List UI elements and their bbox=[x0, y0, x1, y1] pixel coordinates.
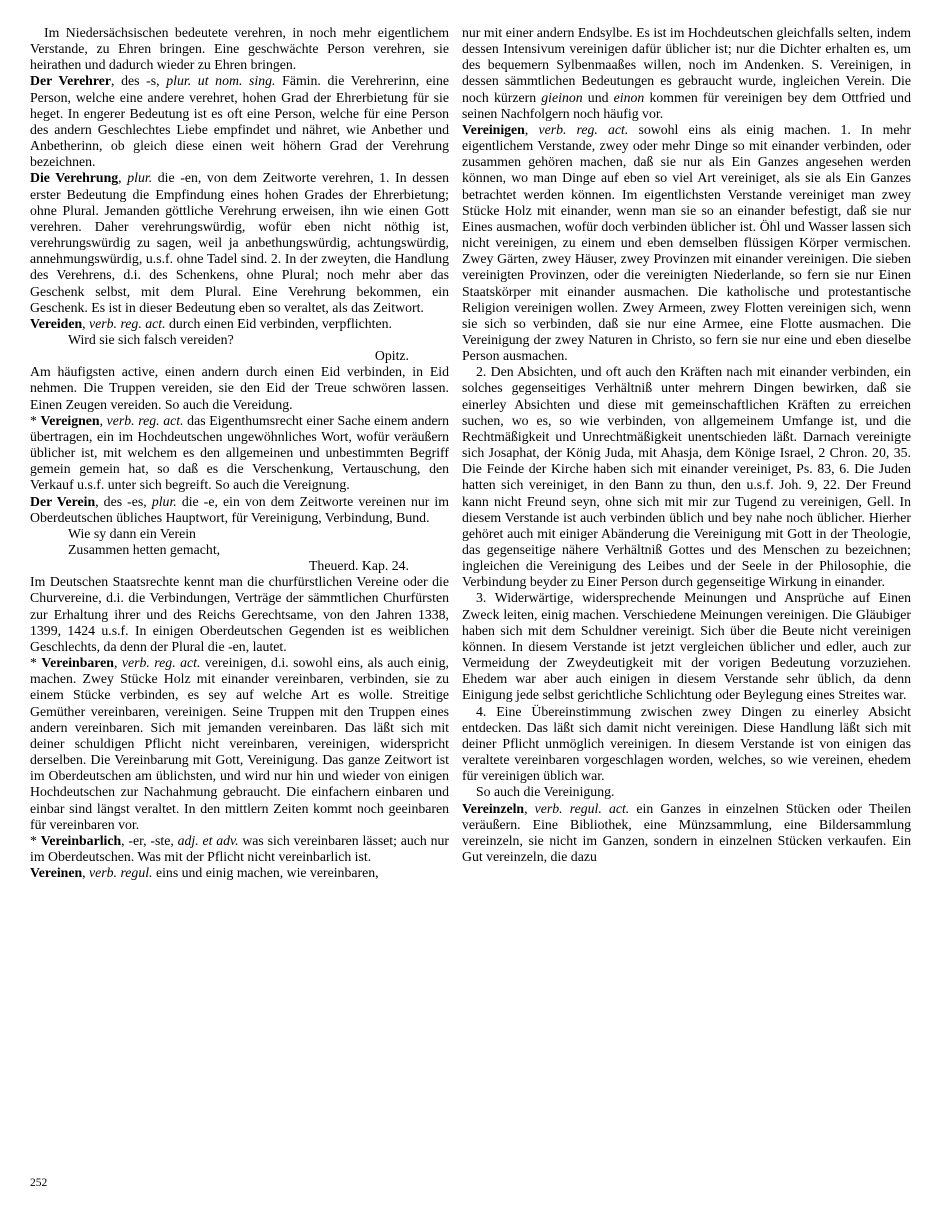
body-text: 4. Eine Übereinstimmung zwischen zwey Dingen zu einerley Absicht entdecken. Das läßt sich damit nicht vereinigen. Diese Handlung läßt sich mit deiner Pflicht unmöglich vereinigen. In diesem Verstande ist von einigen das veraltete vereinbaren vorgeschlagen worden, welches, so wie vereinen, ehedem für vereinigen üblich war. bbox=[462, 703, 911, 784]
text-column-right bbox=[462, 25, 911, 881]
grammar-abbreviation: adj. et adv. bbox=[177, 832, 239, 848]
headword: Der Verein bbox=[30, 493, 96, 509]
body-text: * bbox=[30, 412, 41, 428]
body-text: die -en, von dem Zeitworte verehren, 1. In dessen erster Bedeutung die Empfindung eines hohen Grades der Ehrerbietung; ohne Plural. Jemanden göttliche Verehrung erweisen, ihn wie einen Gott verehren. Daher verehrungswürdig, wofür eben nicht nöthig ist, verehrungswürdig zu sagen, weil ja anbethungswürdig, achtungswürdig, annehmungswürdig, u.s.f. ohne Tadel sind. 2. In der zweyten, die Handlung des Verehrens, d.i. des Schenkens, ohne Plural; noch mehr aber das Geschenk selbst, mit dem Plural. Eine Verehrung bekommen, ein Geschenk. Es ist in dieser Bedeutung eben so veraltet, als das Zeitwort. bbox=[30, 170, 450, 315]
body-text: , des -s, bbox=[110, 73, 167, 89]
grammar-abbreviation: verb. regul. bbox=[89, 865, 153, 881]
paragraph bbox=[462, 801, 911, 866]
paragraph bbox=[30, 655, 449, 833]
headword: Vereignen bbox=[40, 412, 100, 428]
paragraph bbox=[462, 784, 911, 800]
body-text: , bbox=[524, 800, 535, 816]
paragraph bbox=[30, 316, 449, 332]
paragraph bbox=[462, 364, 911, 590]
text-column-left bbox=[30, 25, 449, 881]
body-text: durch einen Eid verbinden, verpflichten. bbox=[165, 315, 392, 331]
body-text: sowohl eins als einig machen. 1. In mehr eigentlichem Verstande, zwey oder mehr Dinge so mit einander verbinden, oder zusammen gehören machen, daß sie nur als Ein Ganzes angesehen werden können, wo man Dinge auf eben so viel Art vereiniget, als sie als Ein Ganzes betrachtet werden können. Im eigentlichsten Verstande vereiniget man zwey Stücke Holz mit einander, wenn man sie so an einander befestigt, daß sie nur Eines ausmachen, wofür doch verbinden üblicher ist. Öhl und Wasser lassen sich nicht vereinigen, zu einem und eben demselben flüssigen Körper vermischen. Zwey Gärten, zwey Häuser, zwey Provinzen mit einander vereinigen. Die sieben vereinigten Provinzen, oder die vereinigten Niederlande, so fern sie nur Einen Staatskörper mit einander ausmachen. Die katholische und protestantische Religion vereinigen wollen. Zwey Armeen, zwey Flotten vereinigen sich, wenn sie sich so verbinden, daß sie nur eine Armee, eine Flotte ausmachen. Die Vereinigung der zwey Naturen in Christo, so fern sie nur eine und eben dieselbe Person ausmachen. bbox=[462, 121, 911, 364]
paragraph bbox=[30, 833, 449, 865]
body-text: , bbox=[113, 655, 122, 671]
paragraph bbox=[462, 25, 911, 122]
body-text: Wird sie sich falsch vereiden? bbox=[68, 331, 234, 347]
paragraph bbox=[30, 865, 449, 881]
body-text: was sich vereinbaren lässet; auch nur im Oberdeutschen. Was mit der Pflicht nicht vereinbarlich ist. bbox=[30, 832, 449, 864]
paragraph bbox=[30, 25, 449, 73]
paragraph bbox=[30, 574, 449, 655]
headword: Vereinigen bbox=[462, 121, 525, 137]
paragraph bbox=[30, 170, 449, 315]
body-text: , bbox=[524, 121, 539, 137]
body-text: kommen für vereinigen bey dem Ottfried und seinen Nachfolgern noch häufig vor. bbox=[462, 89, 911, 121]
citation bbox=[30, 348, 449, 364]
body-text: ein Ganzes in einzelnen Stücken oder Theilen veräußern. Eine Bibliothek, eine Münzsammlung, eine Bildersammlung vereinzeln, sie nicht im Ganzen, sondern in einzelnen Stücken verkaufen. Ein Gut vereinzeln, die dazu bbox=[462, 800, 911, 864]
body-text: , bbox=[118, 170, 128, 186]
grammar-abbreviation: gieinon bbox=[541, 89, 583, 105]
grammar-abbreviation: einon bbox=[613, 89, 645, 105]
headword: Vereinen bbox=[30, 865, 83, 881]
body-text: Zusammen hetten gemacht, bbox=[68, 542, 221, 557]
body-text: Im Deutschen Staatsrechte kennt man die churfürstlichen Vereine oder die Churvereine, d.i. die Verbindungen, Verträge der sämmtlichen Churfürsten zur Erhaltung ihrer und des Reichs Gerechtsame, von den Jahren 1338, 1399, 1424 u.s.f. In einigen Oberdeutschen Gegenden ist es weiblichen Geschlechts, da denn der Plural die -en, lautet. bbox=[30, 574, 449, 654]
headword: Vereinzeln bbox=[462, 800, 525, 816]
headword: Vereiden bbox=[30, 315, 83, 331]
body-text: * bbox=[30, 655, 42, 671]
headword: Vereinbarlich bbox=[40, 832, 122, 848]
paragraph bbox=[30, 364, 449, 412]
verse-line bbox=[30, 332, 449, 348]
body-text: und bbox=[582, 89, 614, 105]
body-text: Opitz. bbox=[374, 348, 409, 364]
body-text: Wie sy dann ein Verein bbox=[68, 525, 196, 541]
body-text: , bbox=[99, 412, 107, 428]
body-text: 2. Den Absichten, und oft auch den Kräften nach mit einander verbinden, ein solches gegenseitiges Verhältniß unter mehrern Dingen bewirken, daß sie einerley Absichten und diese mit gemeinschaftlichen Kräften zu erreichen suchen, wo es, so wie verbinden, von allgemeinem Umfange ist, und die Rechtmäßigkeit und Unrechtmäßigkeit unentschieden läßt. Darnach vereinigte sich Josaphat, der König Juda, mit Ahasja, dem Könige Israel, 2 Chron. 20, 35. Die Feinde der Kirche haben sich mit einander vereiniget, Ps. 83, 6. Die Juden hatten sich vereiniget, in den Bann zu thun, den u.s.f. Joh. 9, 22. Der Freund kann nicht Freund seyn, ohne sich mit mir zur Tugend zu vereinigen, Gell. In diesem Verstande ist auch verbinden üblich und bey nahe noch üblicher. Hierher gehöret auch mit einiger Abänderung die Vereinigung mit Gott in der Theologie, das gegenseitige nähere Verhältniß Gottes und des Menschen zu bezeichnen; ingleichen die Vereinigung des Leibes und der Seele in der Philosophie, die Verbindung beyder zu Einer Person durch gegenseitige Wirkung in einander. bbox=[462, 364, 911, 590]
grammar-abbreviation: verb. reg. act. bbox=[121, 655, 201, 671]
grammar-abbreviation: verb. reg. act. bbox=[89, 315, 166, 331]
body-text: Im Niedersächsischen bedeutete verehren, in noch mehr eigentlichem Verstande, zu Ehren bringen. Eine geschwächte Person verehren, sie heirathen und dadurch wieder zu Ehren bringen. bbox=[30, 25, 449, 73]
paragraph bbox=[462, 590, 911, 703]
body-text: die -e, ein von dem Zeitworte vereinen nur im Oberdeutschen übliches Hauptwort, für Vereinigung, Verbindung, Bund. bbox=[30, 493, 449, 525]
body-text: Fämin. die Verehrerinn, eine Person, welche eine andere verehret, hohen Grad der Ehrerbietung für sie heget. In engerer Bedeutung ist es oft eine Person, welche für eine Person des andern Geschlechtes Liebe empfindet und nähret, wie Anbether und Anbetherinn, ob gleich diese einen weit höhern Grad der Verehrung bezeichnen. bbox=[30, 73, 449, 170]
body-text: , -er, -ste, bbox=[121, 832, 178, 848]
paragraph bbox=[30, 413, 449, 494]
grammar-abbreviation: verb. regul. act. bbox=[534, 800, 630, 816]
headword: Der Verehrer bbox=[30, 73, 111, 89]
grammar-abbreviation: plur. ut nom. sing. bbox=[166, 73, 276, 89]
body-text: eins und einig machen, wie vereinbaren, bbox=[152, 865, 379, 881]
body-text: So auch die Vereinigung. bbox=[476, 784, 615, 800]
body-text: nur mit einer andern Endsylbe. Es ist im Hochdeutschen gleichfalls selten, indem dessen Intensivum vereinigen dafür üblicher ist; nur die Dichter erhalten es, um des bequemern Sylbenmaaßes willen, noch im Andenken. S. Vereinigen, in dessen sämmtlichen Bedeutungen es gebraucht wurde, ingleichen Verein. Die noch kürzern bbox=[462, 25, 911, 105]
body-text: , bbox=[82, 865, 90, 881]
body-text: das Eigenthumsrecht einer Sache einem andern übertragen, ein im Hochdeutschen ungewöhnliches Wort, wofür veräußern üblicher ist, mit welchem es den allgemeinen und unbestimmten Begriff gemein gemein hat, so daß es die Verschenkung, Vertauschung, den Verkauf u.s.f. unter sich begreift. So auch die Vereignung. bbox=[30, 412, 449, 493]
headword: Die Verehrung bbox=[30, 170, 119, 186]
verse-line bbox=[30, 542, 449, 558]
body-text: , des -es, bbox=[95, 493, 152, 509]
body-text: Theuerd. Kap. 24. bbox=[309, 558, 409, 574]
verse-line bbox=[30, 526, 449, 542]
page-number: 252 bbox=[30, 1177, 48, 1189]
headword: Vereinbaren bbox=[41, 655, 114, 671]
body-text: * bbox=[30, 832, 41, 848]
paragraph bbox=[30, 73, 449, 170]
paragraph bbox=[462, 704, 911, 785]
grammar-abbreviation: plur. bbox=[127, 170, 153, 186]
body-text: , bbox=[82, 315, 90, 331]
body-text: vereinigen, d.i. sowohl eins, als auch einig, machen. Zwey Stücke Holz mit einander vereinbaren, verbinden, sie zu einem Stücke verbinden, es sey auf welche Art es wolle. Streitige Gemüther vereinbaren, vereinigen. Seine Truppen mit den Truppen eines andern vereinbaren. Sich mit jemanden vereinbaren. Das läßt sich mit deiner schuldigen Pflicht nicht vereinbaren, vereinigen, widerspricht derselben. Die Vereinbarung mit Gott, Vereinigung. Das ganze Zeitwort ist im Oberdeutschen am üblichsten, und wird nur hin und wieder von einigen Hochdeutschen zur Nachahmung gebraucht. Die einfachern einbaren und einbar sind längst veraltet. In den mittlern Zeiten kommt noch geeinbaren für vereinbaren vor. bbox=[30, 655, 449, 832]
citation bbox=[30, 558, 449, 574]
grammar-abbreviation: verb. reg. act. bbox=[538, 121, 629, 137]
grammar-abbreviation: verb. reg. act. bbox=[106, 412, 184, 428]
grammar-abbreviation: plur. bbox=[151, 493, 177, 509]
text-columns bbox=[30, 25, 911, 881]
paragraph bbox=[462, 122, 911, 364]
paragraph bbox=[30, 494, 449, 526]
body-text: Am häufigsten active, einen andern durch einen Eid verbinden, in Eid nehmen. Die Truppen vereiden, sie den Eid der Treue schwören lassen. Einen Zeugen vereiden. So auch die Vereidung. bbox=[30, 364, 449, 412]
body-text: 3. Widerwärtige, widersprechende Meinungen und Ansprüche auf Einen Zweck leiten, einig machen. Verschiedene Meinungen vereinigen. Die Gläubiger haben sich mit dem Schuldner vereinigt. Sich über die Beute nicht vereinigen können. In diesem Verstande ist jetzt vergleichen üblicher und edler, auch zur Vermeidung der Zweydeutigkeit mit der vorigen Bedeutung vorzuziehen. Ehedem war aber auch einigen in diesem Verstande sehr üblich, da denn Einigung jede selbst gerichtliche Schlichtung oder Beylegung eines Streites war. bbox=[462, 590, 911, 703]
